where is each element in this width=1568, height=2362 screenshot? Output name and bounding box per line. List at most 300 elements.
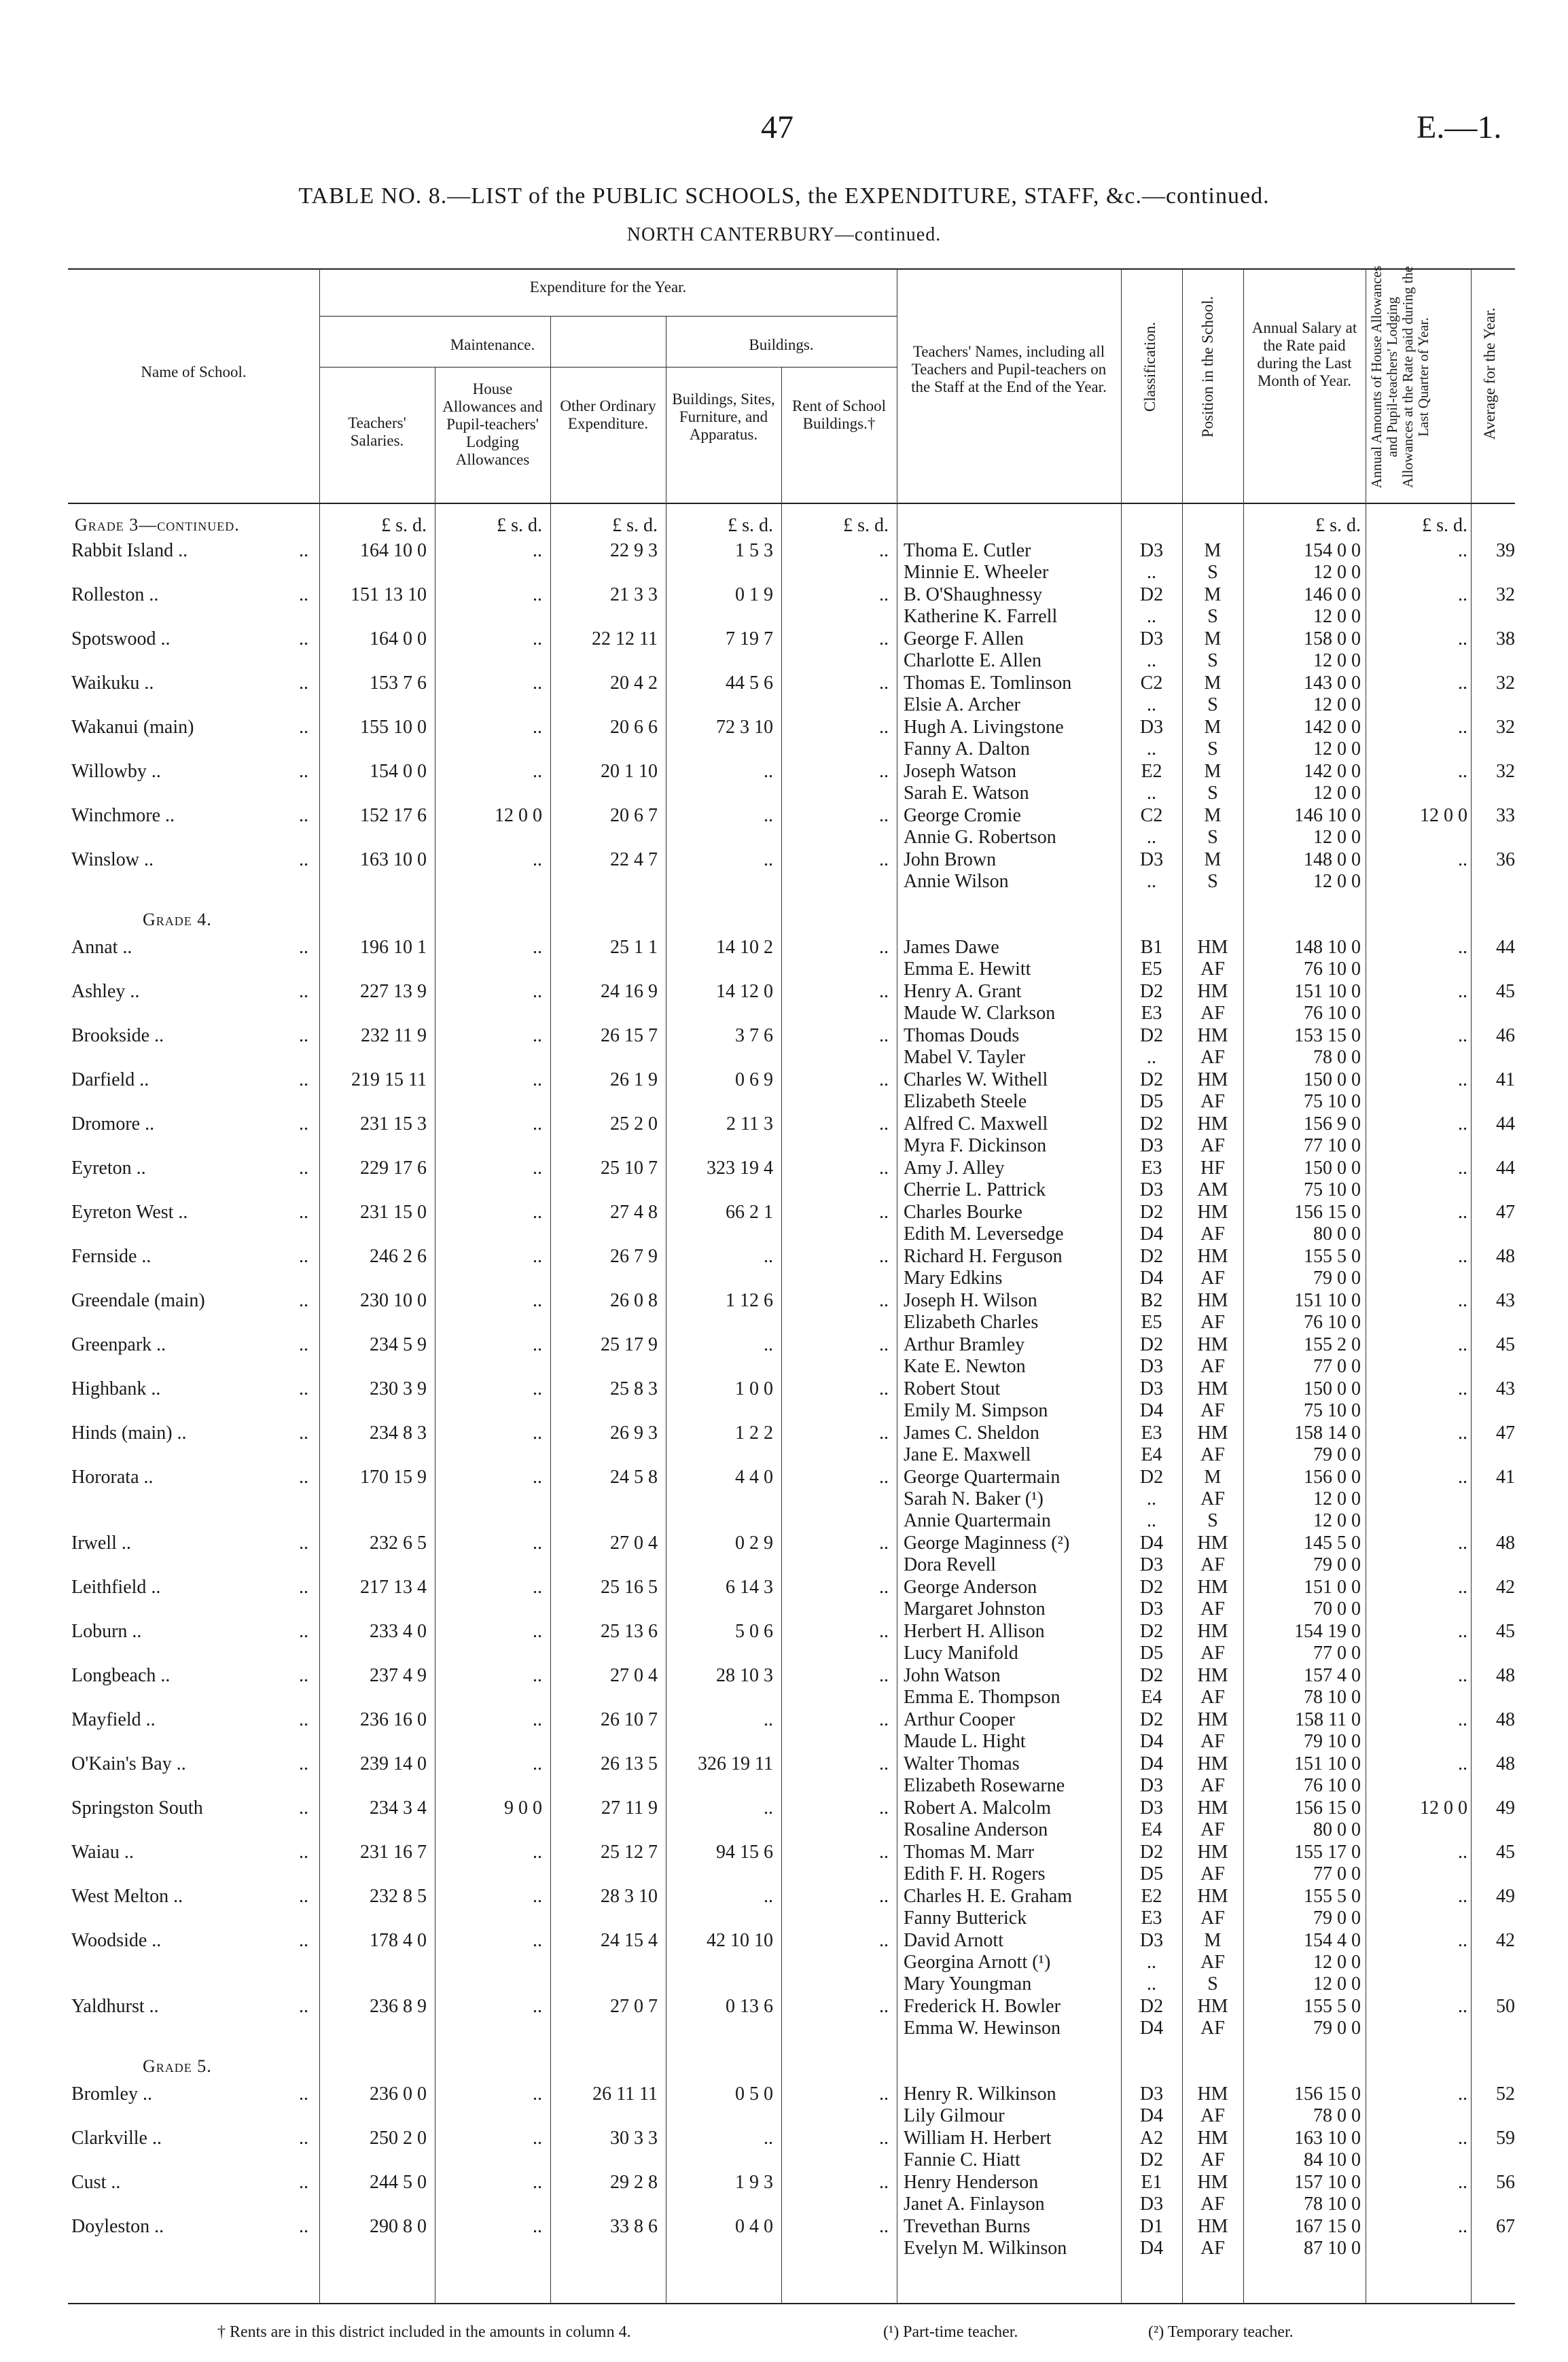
leader-dots: .. [299,1158,308,1179]
classification: E4 [1141,1444,1162,1465]
buildings-expenditure: 4 4 0 [735,1467,773,1488]
other-expenditure: 26 10 7 [601,1709,658,1730]
classification: .. [1147,1488,1156,1509]
col-divider [1182,268,1183,2303]
classification: D4 [1139,1223,1164,1245]
other-expenditure: 26 7 9 [610,1246,658,1267]
header-average: Average for the Year. [1481,307,1498,440]
annual-salary: 77 0 0 [1313,1863,1361,1884]
classification: D3 [1139,1135,1164,1156]
annual-salary: 142 0 0 [1304,717,1361,738]
header-sites: Buildings, Sites, Furniture, and Apparatus. [672,391,775,443]
school-name: Springston South [71,1797,203,1819]
classification: .. [1147,562,1156,583]
annual-salary: 148 0 0 [1304,849,1361,870]
leader-dots: .. [299,717,308,738]
house-allowances: .. [533,1665,542,1686]
classification: D4 [1139,2105,1164,2126]
school-name: Rabbit Island .. [71,540,188,561]
allowances-amount: .. [1458,1886,1467,1907]
allowances-amount: .. [1458,2172,1467,2193]
teachers-salaries: 231 16 7 [360,1842,427,1863]
other-expenditure: 33 8 6 [610,2216,658,2237]
leader-dots: .. [299,1533,308,1554]
allowances-amount: .. [1458,1378,1467,1399]
teacher-name: Minnie E. Wheeler [904,562,1049,583]
classification: D2 [1139,1665,1164,1686]
annual-salary: 153 15 0 [1294,1025,1361,1046]
school-name: Leithfield .. [71,1577,161,1598]
classification: D2 [1139,1577,1164,1598]
other-expenditure: 28 3 10 [601,1886,658,1907]
teachers-salaries: 237 4 9 [370,1665,427,1686]
other-expenditure: 24 5 8 [610,1467,658,1488]
rent: .. [879,1025,889,1046]
house-allowances: .. [533,1069,542,1090]
teachers-salaries: 227 13 9 [360,981,427,1002]
school-name: Irwell .. [71,1533,131,1554]
other-expenditure: 25 13 6 [601,1621,658,1642]
teacher-name: Janet A. Finlayson [904,2194,1045,2215]
leader-dots: .. [299,673,308,694]
leader-dots: .. [299,1996,308,2017]
position: HM [1197,2216,1228,2237]
classification: D2 [1139,584,1164,605]
buildings-expenditure: 42 10 10 [707,1930,773,1951]
annual-salary: 12 0 0 [1313,694,1361,715]
classification: .. [1147,738,1156,759]
house-allowances: .. [533,584,542,605]
annual-salary: 142 0 0 [1304,761,1361,782]
other-expenditure: 25 1 1 [610,937,658,958]
header-allowances: Annual Amounts of House Allowances and Pupil-teachers' Lodging Allowances at the Rate paid during the Last Quarter of Year. [1368,266,1431,488]
teacher-name: Kate E. Newton [904,1356,1026,1377]
buildings-expenditure: 94 15 6 [716,1842,773,1863]
teacher-name: Robert A. Malcolm [904,1797,1051,1819]
position: S [1207,694,1218,715]
currency-unit-label: £ s. d. [728,515,773,536]
other-expenditure: 25 17 9 [601,1334,658,1355]
classification: D3 [1139,1554,1164,1575]
leader-dots: .. [299,1113,308,1134]
teacher-name: Herbert H. Allison [904,1621,1045,1642]
annual-salary: 79 10 0 [1304,1731,1361,1752]
teacher-name: Lucy Manifold [904,1643,1018,1664]
buildings-expenditure: 3 7 6 [735,1025,773,1046]
allowances-amount: .. [1458,1621,1467,1642]
position: AF [1200,1863,1225,1884]
house-allowances: .. [533,1290,542,1311]
annual-salary: 12 0 0 [1313,783,1361,804]
position: S [1207,606,1218,627]
allowances-amount: .. [1458,1577,1467,1598]
teacher-name: Lily Gilmour [904,2105,1005,2126]
annual-salary: 156 15 0 [1294,1202,1361,1223]
teachers-salaries: 236 16 0 [360,1709,427,1730]
classification: D4 [1139,1268,1164,1289]
teacher-name: Richard H. Ferguson [904,1246,1063,1267]
teacher-name: Edith M. Leversedge [904,1223,1064,1245]
teachers-salaries: 236 8 9 [370,1996,427,2017]
leader-dots: .. [299,805,308,826]
col-divider [550,316,551,2303]
school-name: Fernside .. [71,1246,152,1267]
header-salaries: Teachers' Salaries. [348,414,406,449]
teacher-name: James Dawe [904,937,999,958]
annual-salary: 158 14 0 [1294,1422,1361,1444]
school-name: O'Kain's Bay .. [71,1753,186,1774]
classification: D3 [1139,849,1164,870]
position: M [1204,584,1222,605]
teacher-name: Mary Edkins [904,1268,1003,1289]
average-attendance: 49 [1496,1797,1515,1819]
buildings-expenditure: 44 5 6 [726,673,773,694]
allowances-amount: .. [1458,1930,1467,1951]
buildings-expenditure: 1 2 2 [735,1422,773,1444]
annual-salary: 12 0 0 [1313,871,1361,892]
average-attendance: 42 [1496,1577,1515,1598]
rent: .. [879,1842,889,1863]
teacher-name: Dora Revell [904,1554,997,1575]
annual-salary: 79 0 0 [1313,1444,1361,1465]
rent: .. [879,1246,889,1267]
position: M [1204,1930,1222,1951]
classification: D2 [1139,1069,1164,1090]
position: HM [1197,1621,1228,1642]
school-name: Eyreton West .. [71,1202,188,1223]
allowances-amount: .. [1458,1246,1467,1267]
classification: A2 [1139,2128,1164,2149]
school-name: Yaldhurst .. [71,1996,159,2017]
teacher-name: Mabel V. Tayler [904,1047,1026,1068]
position: HM [1197,981,1228,1002]
position: S [1207,871,1218,892]
teacher-name: Thomas Douds [904,1025,1020,1046]
teacher-name: Henry R. Wilkinson [904,2083,1056,2105]
rent: .. [879,1797,889,1819]
currency-unit-label: £ s. d. [1315,515,1361,536]
position: S [1207,562,1218,583]
grade-heading: Grade 5. [143,2056,212,2076]
school-name: Winslow .. [71,849,154,870]
position: AF [1200,1775,1225,1796]
allowances-amount: .. [1458,1709,1467,1730]
buildings-expenditure: 14 10 2 [716,937,773,958]
teachers-salaries: 153 7 6 [370,673,427,694]
teachers-salaries: 250 2 0 [370,2128,427,2149]
position: AF [1200,1047,1225,1068]
position: HM [1197,1069,1228,1090]
allowances-amount: .. [1458,1842,1467,1863]
house-allowances: .. [533,2128,542,2149]
house-allowances: .. [533,981,542,1002]
buildings-expenditure: 0 4 0 [735,2216,773,2237]
position: HM [1197,2172,1228,2193]
teachers-salaries: 163 10 0 [360,849,427,870]
buildings-expenditure: 1 9 3 [735,2172,773,2193]
classification: .. [1147,827,1156,848]
classification: B1 [1140,937,1163,958]
allowances-amount: .. [1458,1665,1467,1686]
school-name: Winchmore .. [71,805,175,826]
rent: .. [879,805,889,826]
rent: .. [879,2216,889,2237]
classification: B2 [1140,1290,1163,1311]
school-name: Spotswood .. [71,628,171,649]
classification: D5 [1139,1863,1164,1884]
annual-salary: 150 0 0 [1304,1069,1361,1090]
annual-salary: 158 11 0 [1295,1709,1361,1730]
rent: .. [879,2172,889,2193]
teacher-name: Joseph Watson [904,761,1017,782]
teachers-salaries: 151 13 10 [351,584,427,605]
position: HM [1197,1378,1228,1399]
annual-salary: 167 15 0 [1294,2216,1361,2237]
buildings-expenditure: .. [764,849,773,870]
allowances-amount: .. [1458,628,1467,649]
header-expenditure: Expenditure for the Year. [529,279,687,296]
classification: D2 [1139,1025,1164,1046]
annual-salary: 158 0 0 [1304,628,1361,649]
other-expenditure: 25 8 3 [610,1378,658,1399]
leader-dots: .. [299,1422,308,1444]
buildings-expenditure: 326 19 11 [698,1753,773,1774]
teacher-name: Amy J. Alley [904,1158,1005,1179]
buildings-expenditure: .. [764,1709,773,1730]
house-allowances: .. [533,540,542,561]
teacher-name: Sarah E. Watson [904,783,1029,804]
teachers-salaries: 231 15 0 [360,1202,427,1223]
annual-salary: 78 0 0 [1313,2105,1361,2126]
allowances-amount: .. [1458,1753,1467,1774]
average-attendance: 42 [1496,1930,1515,1951]
teachers-salaries: 234 3 4 [370,1797,427,1819]
house-allowances: .. [533,2216,542,2237]
house-allowances: .. [533,2083,542,2105]
annual-salary: 157 4 0 [1304,1665,1361,1686]
annual-salary: 79 0 0 [1313,2018,1361,2039]
other-expenditure: 26 15 7 [601,1025,658,1046]
allowances-amount: .. [1458,2216,1467,2237]
classification: D2 [1139,2149,1164,2170]
position: S [1207,1973,1218,1994]
series-code: E.—1. [1416,109,1502,145]
rent: .. [879,1290,889,1311]
teacher-name: Evelyn M. Wilkinson [904,2238,1067,2259]
teacher-name: Alfred C. Maxwell [904,1113,1048,1134]
house-allowances: .. [533,673,542,694]
buildings-expenditure: 0 6 9 [735,1069,773,1090]
classification: E3 [1141,1003,1162,1024]
leader-dots: .. [299,1709,308,1730]
position: HM [1197,1753,1228,1774]
teacher-name: Charles H. E. Graham [904,1886,1073,1907]
annual-salary: 78 0 0 [1313,1047,1361,1068]
annual-salary: 77 0 0 [1313,1643,1361,1664]
classification: E5 [1141,959,1162,980]
rent: .. [879,1753,889,1774]
teachers-salaries: 232 6 5 [370,1533,427,1554]
teachers-salaries: 230 3 9 [370,1378,427,1399]
buildings-expenditure: .. [764,2128,773,2149]
teachers-salaries: 231 15 3 [360,1113,427,1134]
teacher-name: Arthur Cooper [904,1709,1016,1730]
classification: D3 [1139,2083,1164,2105]
teachers-salaries: 229 17 6 [360,1158,427,1179]
allowances-amount: .. [1458,673,1467,694]
annual-salary: 154 0 0 [1304,540,1361,561]
house-allowances: .. [533,761,542,782]
other-expenditure: 27 4 8 [610,1202,658,1223]
classification: D2 [1139,1996,1164,2017]
leader-dots: .. [299,1797,308,1819]
buildings-expenditure: .. [764,1886,773,1907]
average-attendance: 41 [1496,1069,1515,1090]
buildings-expenditure: 28 10 3 [716,1665,773,1686]
house-allowances: .. [533,1025,542,1046]
position: HM [1197,1334,1228,1355]
classification: D5 [1139,1091,1164,1112]
allowances-amount: 12 0 0 [1420,1797,1467,1819]
school-name: Woodside .. [71,1930,162,1951]
header-maintenance: Maintenance. [450,336,535,353]
rent: .. [879,1930,889,1951]
buildings-expenditure: .. [764,761,773,782]
teacher-name: Charlotte E. Allen [904,650,1041,671]
page-number: 47 [761,109,794,145]
school-name: Highbank .. [71,1378,161,1399]
header-house: House Allowances and Pupil-teachers' Lodging Allowances [442,380,543,468]
annual-salary: 151 0 0 [1304,1577,1361,1598]
classification: E2 [1141,761,1162,782]
average-attendance: 52 [1496,2083,1515,2105]
buildings-expenditure: 5 0 6 [735,1621,773,1642]
house-allowances: .. [533,1422,542,1444]
allowances-amount: .. [1458,1113,1467,1134]
position: S [1207,1510,1218,1531]
leader-dots: .. [299,1842,308,1863]
annual-salary: 157 10 0 [1294,2172,1361,2193]
position: HM [1197,1113,1228,1134]
annual-salary: 12 0 0 [1313,1973,1361,1994]
other-expenditure: 26 13 5 [601,1753,658,1774]
classification: E3 [1141,1158,1162,1179]
teacher-name: Rosaline Anderson [904,1819,1048,1840]
classification: D2 [1139,1202,1164,1223]
annual-salary: 75 10 0 [1304,1091,1361,1112]
average-attendance: 43 [1496,1290,1515,1311]
classification: D3 [1139,1356,1164,1377]
position: S [1207,827,1218,848]
school-name: Ashley .. [71,981,140,1002]
col-divider [319,268,320,2303]
other-expenditure: 24 15 4 [601,1930,658,1951]
school-name: Mayfield .. [71,1709,156,1730]
classification: D5 [1139,1643,1164,1664]
header-teachers: Teachers' Names, including all Teachers and Pupil-teachers on the Staff at the End of the Year. [911,343,1107,395]
teachers-salaries: 164 10 0 [360,540,427,561]
house-allowances: .. [533,1709,542,1730]
teacher-name: Elizabeth Charles [904,1312,1039,1333]
house-allowances: .. [533,2172,542,2193]
leader-dots: .. [299,1334,308,1355]
teachers-salaries: 290 8 0 [370,2216,427,2237]
rent: .. [879,1202,889,1223]
annual-salary: 76 10 0 [1304,1312,1361,1333]
annual-salary: 150 0 0 [1304,1378,1361,1399]
other-expenditure: 27 0 4 [610,1533,658,1554]
school-name: Loburn .. [71,1621,142,1642]
house-allowances: .. [533,1158,542,1179]
school-name: Darfield .. [71,1069,149,1090]
allowances-amount: .. [1458,981,1467,1002]
classification: .. [1147,694,1156,715]
classification: D3 [1139,1598,1164,1620]
teachers-salaries: 234 5 9 [370,1334,427,1355]
col-divider [1243,268,1244,2303]
buildings-expenditure: 1 0 0 [735,1378,773,1399]
average-attendance: 59 [1496,2128,1515,2149]
rent: .. [879,1996,889,2017]
classification: D3 [1139,1179,1164,1200]
teacher-name: George F. Allen [904,628,1024,649]
rent: .. [879,628,889,649]
average-attendance: 49 [1496,1886,1515,1907]
house-allowances: .. [533,1334,542,1355]
house-allowances: .. [533,1246,542,1267]
school-name: Eyreton .. [71,1158,146,1179]
position: HM [1197,1246,1228,1267]
teacher-name: B. O'Shaughnessy [904,584,1043,605]
other-expenditure: 22 4 7 [610,849,658,870]
position: HM [1197,1996,1228,2017]
classification: D3 [1139,1775,1164,1796]
school-name: Waiau .. [71,1842,134,1863]
teacher-name: Hugh A. Livingstone [904,717,1064,738]
teachers-salaries: 246 2 6 [370,1246,427,1267]
position: HM [1197,1422,1228,1444]
rent: .. [879,1886,889,1907]
classification: E5 [1141,1312,1162,1333]
position: AF [1200,2018,1225,2039]
annual-salary: 148 10 0 [1294,937,1361,958]
classification: D2 [1139,1246,1164,1267]
position: HM [1197,1290,1228,1311]
average-attendance: 50 [1496,1996,1515,2017]
teacher-name: George Quartermain [904,1467,1061,1488]
classification: D2 [1139,1113,1164,1134]
leader-dots: .. [299,1290,308,1311]
teacher-name: Elsie A. Archer [904,694,1020,715]
allowances-amount: 12 0 0 [1420,805,1467,826]
position: HM [1197,1709,1228,1730]
school-name: Doyleston .. [71,2216,164,2237]
school-name: Hororata .. [71,1467,154,1488]
leader-dots: .. [299,1930,308,1951]
annual-salary: 151 10 0 [1294,981,1361,1002]
rent: .. [879,2128,889,2149]
teacher-name: George Maginness (²) [904,1533,1070,1554]
leader-dots: .. [299,1665,308,1686]
annual-salary: 79 0 0 [1313,1554,1361,1575]
average-attendance: 45 [1496,1334,1515,1355]
average-attendance: 32 [1496,584,1515,605]
average-attendance: 36 [1496,849,1515,870]
teacher-name: George Cromie [904,805,1021,826]
other-expenditure: 27 0 7 [610,1996,658,2017]
rent: .. [879,1665,889,1686]
other-expenditure: 25 16 5 [601,1577,658,1598]
